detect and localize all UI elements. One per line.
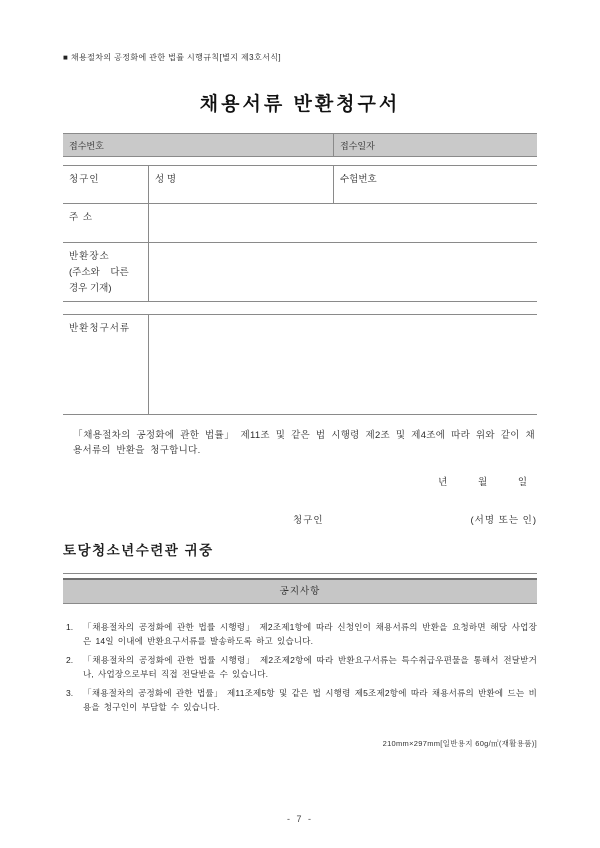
name-label: 성 명 — [155, 174, 176, 185]
notice-item-text: 「채용절차의 공정화에 관한 법률」 제11조제5항 및 같은 법 시행령 제5조제2항에 따라 채용서류의 반환에 드는 비용을 청구인이 부담할 수 있습니다. — [83, 688, 537, 713]
date-line — [63, 474, 537, 488]
return-place-label — [63, 243, 148, 301]
date-year-label: 년 — [438, 477, 448, 489]
address-value[interactable] — [148, 204, 537, 242]
date-month-label: 월 — [477, 477, 488, 489]
notice-item-number: 3. — [66, 688, 74, 699]
return-place-label-line1: 반환장소 — [69, 251, 110, 262]
notice-item-text: 「채용절차의 공정화에 관한 법률 시행령」 제2조제2항에 따라 반환요구서류는 특수취급우편물을 통해서 전달받거나, 사업장으로부터 직접 전달받을 수 있습니다. — [83, 655, 537, 680]
notice-list — [63, 620, 537, 714]
signature-line — [63, 512, 537, 526]
claimant-exam-cell[interactable] — [333, 166, 537, 203]
page-content — [63, 0, 537, 749]
address-row — [63, 203, 537, 242]
notice-item-number: 2. — [66, 655, 74, 666]
notice-item-text: 「채용절차의 공정화에 관한 법률 시행령」 제2조제1항에 따라 신청인이 채용서류의 반환을 요청하면 해당 사업장은 14일 이내에 반환요구서류를 발송하도록 하고 있습니다. — [83, 622, 537, 647]
claimant-table — [63, 165, 537, 302]
receipt-number-cell — [63, 134, 333, 156]
notice-title-bar: 공지사항 — [63, 578, 537, 604]
exam-number-label: 수험번호 — [340, 174, 377, 185]
claimant-row — [63, 165, 537, 203]
signature-note: (서명 또는 인) — [470, 515, 537, 527]
claimant-label: 청구인 — [69, 174, 100, 185]
documents-label: 반환청구서류 — [69, 323, 131, 334]
paper-spec-note: 210mm×297mm[일반용지 60g/㎡(재활용품)] — [382, 739, 537, 749]
documents-value[interactable] — [148, 315, 537, 414]
notice-item — [63, 686, 537, 714]
addressee: 토당청소년수련관 귀중 — [63, 543, 214, 559]
notice-item — [63, 620, 537, 648]
page-number: - 7 - — [286, 814, 313, 824]
address-label: 주 소 — [69, 212, 93, 223]
notice-divider-line — [63, 573, 537, 574]
documents-table — [63, 314, 537, 415]
page-title: 채용서류 반환청구서 — [199, 94, 401, 115]
return-place-label-line3: 경우 기재) — [69, 283, 112, 294]
return-place-row — [63, 242, 537, 301]
form-reference-note: ■ 채용절차의 공정화에 관한 법률 시행규칙[별지 제3호서식] — [63, 53, 282, 62]
notice-item-number: 1. — [66, 622, 74, 633]
claimant-name-cell[interactable] — [148, 166, 333, 203]
receipt-date-cell — [333, 134, 537, 156]
date-day-label: 일 — [517, 477, 527, 489]
signer-label: 청구인 — [293, 515, 324, 527]
request-statement: 「채용절차의 공정화에 관한 법률」 제11조 및 같은 법 시행령 제2조 및 제4조에 따라 위와 같이 채용서류의 반환을 청구합니다. — [73, 430, 535, 457]
return-place-label-line2: (주소와 다른 — [69, 267, 129, 278]
receipt-date-label: 접수일자 — [340, 141, 375, 151]
receipt-number-label: 접수번호 — [69, 141, 104, 151]
return-place-value[interactable] — [148, 243, 537, 301]
receipt-header-row — [63, 133, 537, 157]
notice-item — [63, 653, 537, 681]
